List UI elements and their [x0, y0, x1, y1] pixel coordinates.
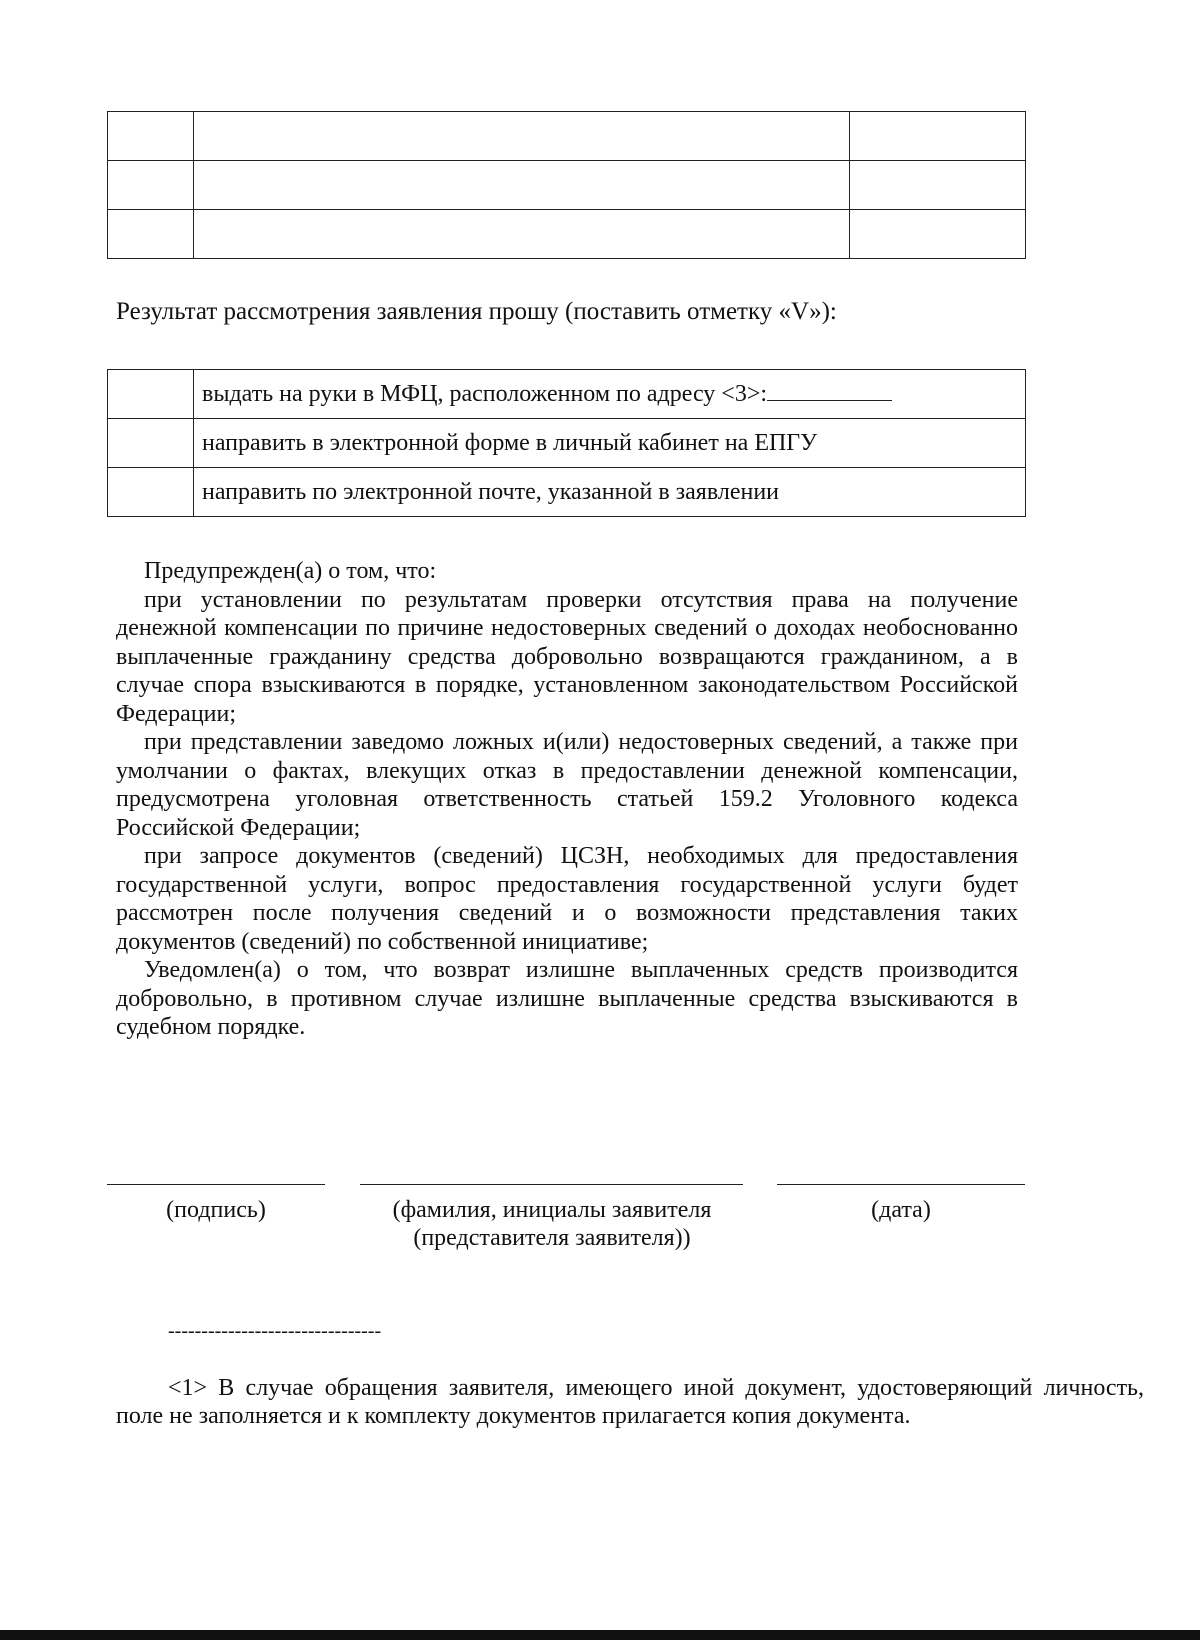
scan-edge-bar	[0, 1630, 1200, 1640]
table-cell[interactable]	[850, 112, 1026, 161]
date-label: (дата)	[871, 1197, 931, 1223]
result-option-row	[108, 419, 1026, 468]
table-row	[108, 210, 1026, 259]
top-table	[107, 111, 1026, 259]
table-row	[108, 112, 1026, 161]
notice-paragraph: Уведомлен(а) о том, что возврат излишне выплаченных средств производится добровольно, в противном случае излишне выплаченные средства взыскиваются в судебном порядке.	[116, 957, 1018, 1040]
result-heading: Результат рассмотрения заявления прошу (поставить отметку «V»):	[116, 298, 837, 325]
table-cell[interactable]	[194, 161, 850, 210]
option-label-cell	[194, 370, 1026, 419]
table-cell[interactable]	[194, 112, 850, 161]
option-label-cell	[194, 419, 1026, 468]
signature-line[interactable]	[107, 1184, 325, 1185]
address-blank-line[interactable]	[767, 380, 892, 401]
table-cell[interactable]	[850, 210, 1026, 259]
footnote-separator: --------------------------------	[168, 1320, 382, 1342]
option-label: направить в электронной форме в личный кабинет на ЕПГУ	[202, 429, 818, 456]
date-line[interactable]	[777, 1184, 1025, 1185]
result-options-table	[107, 369, 1026, 517]
table-cell[interactable]	[108, 161, 194, 210]
warnings-intro: Предупрежден(а) о том, что:	[144, 558, 437, 584]
table-cell[interactable]	[194, 210, 850, 259]
warning-paragraph: при установлении по результатам проверки отсутствия права на получение денежной компенсации по причине недостоверных сведений о доходах необоснованно выплаченные гражданину средства добровольно возвращаются гражданином, а в случае спора взыскиваются в порядке, установленном законодательством Российской Федерации;	[116, 586, 1018, 727]
table-cell[interactable]	[850, 161, 1026, 210]
name-line[interactable]	[360, 1184, 743, 1185]
table-row	[108, 161, 1026, 210]
table-cell[interactable]	[108, 112, 194, 161]
warning-paragraph: при представлении заведомо ложных и(или) недостоверных сведений, а также при умолчании о фактах, влекущих отказ в предоставлении денежной компенсации, предусмотрена уголовная ответственность статьей 159.2 Уголовного кодекса Российской Федерации;	[116, 729, 1018, 841]
option-checkbox-cell[interactable]	[108, 419, 194, 468]
option-label: выдать на руки в МФЦ, расположенном по адресу <3>:	[202, 381, 768, 407]
result-option-row	[108, 468, 1026, 517]
footnote: <1> В случае обращения заявителя, имеющего иной документ, удостоверяющий личность, поле не заполняется и к комплекту документов прилагается копия документа.	[116, 1375, 1144, 1429]
option-checkbox-cell[interactable]	[108, 468, 194, 517]
option-label-cell	[194, 468, 1026, 517]
name-label: (фамилия, инициалы заявителя (представителя заявителя))	[392, 1197, 712, 1251]
option-checkbox-cell[interactable]	[108, 370, 194, 419]
signature-label: (подпись)	[166, 1197, 266, 1223]
option-label: направить по электронной почте, указанной в заявлении	[202, 478, 780, 505]
table-cell[interactable]	[108, 210, 194, 259]
warnings-block	[116, 557, 1018, 1042]
result-option-row	[108, 370, 1026, 419]
warning-paragraph: при запросе документов (сведений) ЦСЗН, необходимых для предоставления государственной услуги, вопрос предоставления государственной услуги будет рассмотрен после получения сведений и о возможности представления таких документов (сведений) по собственной инициативе;	[116, 843, 1018, 955]
